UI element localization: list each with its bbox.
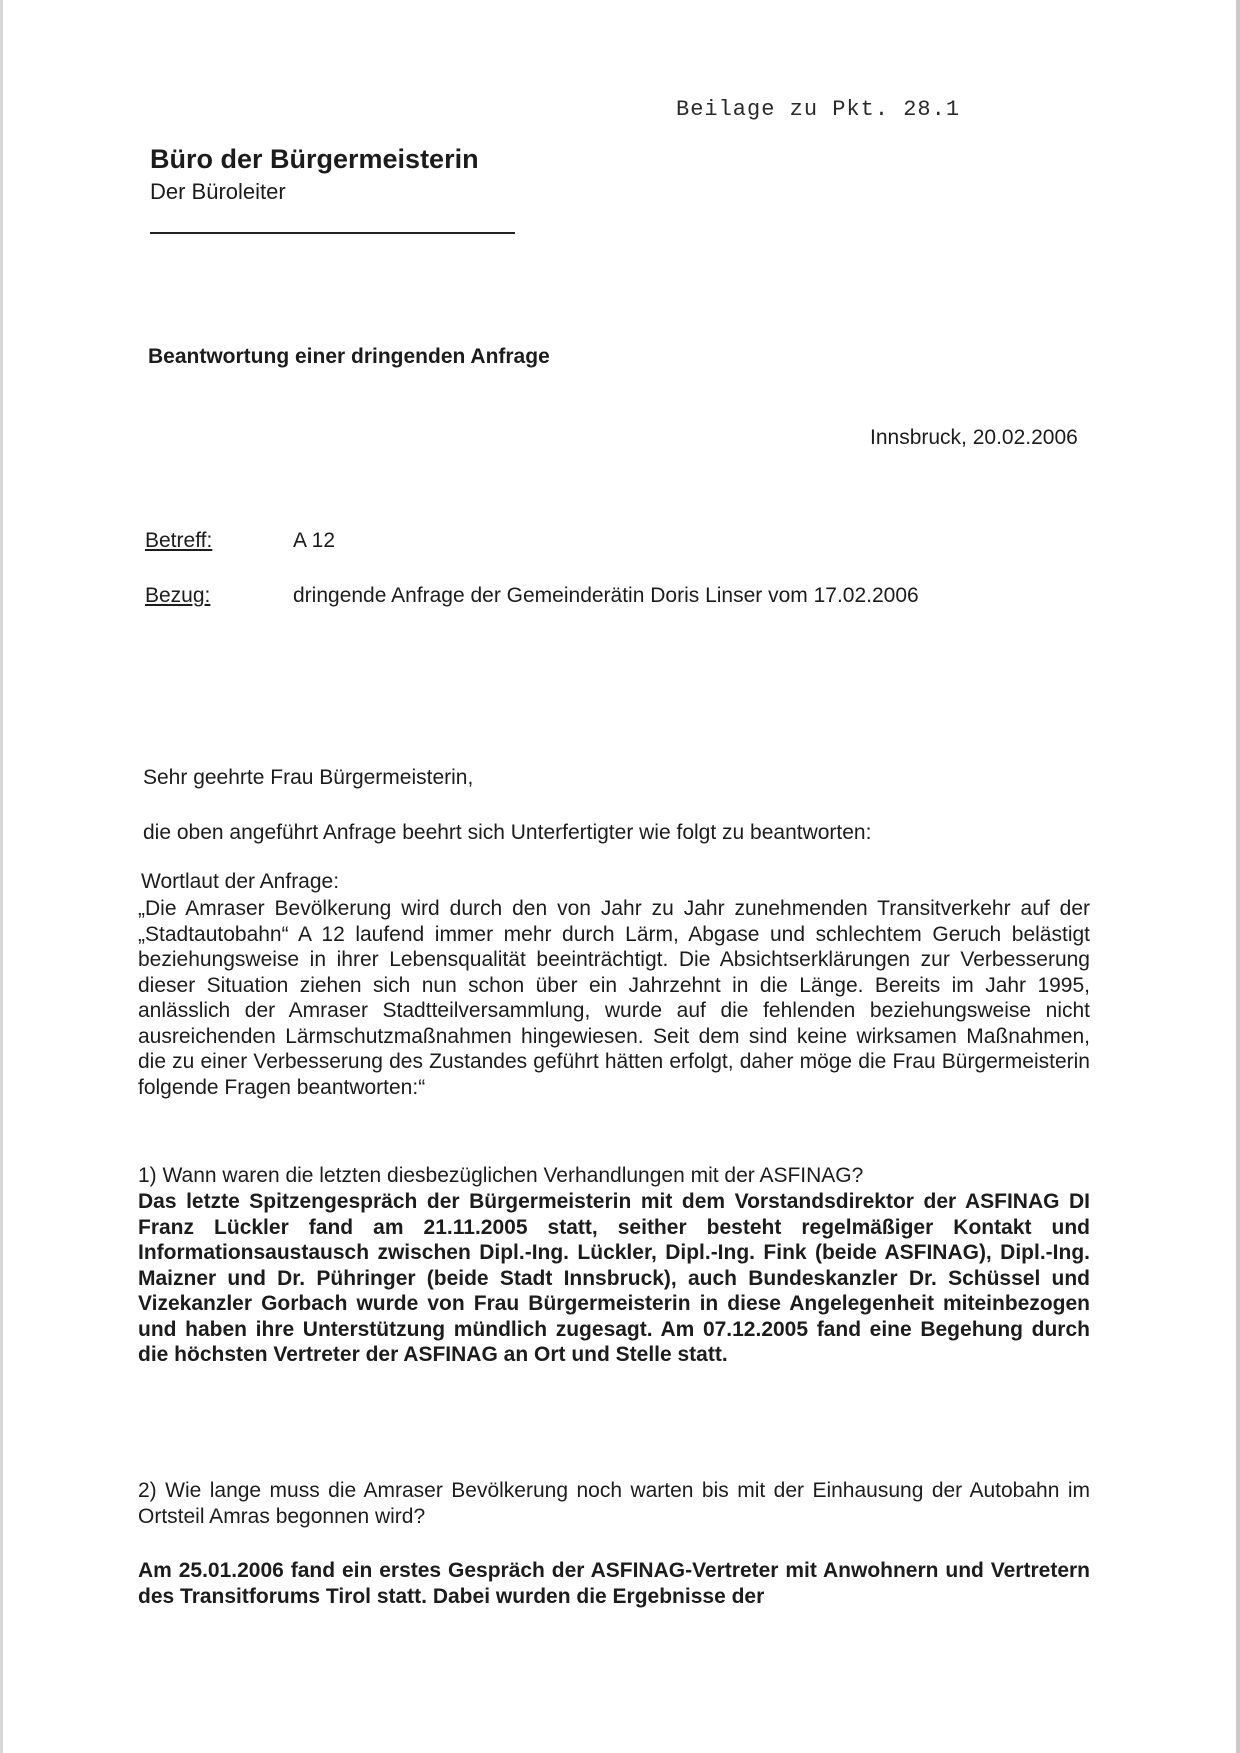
question-1: 1) Wann waren die letzten diesbezüglichen Verhandlungen mit der ASFINAG? — [138, 1164, 864, 1187]
answer-1: Das letzte Spitzengespräch der Bürgermeisterin mit dem Vorstandsdirektor der ASFINAG DI Franz Lückler fand am 21.11.2005 statt, seither besteht regelmäßiger Kontakt und Informationsaustausch zwischen Dipl.-Ing. Lückler, Dipl.-Ing. Fink (beide ASFINAG), Dipl.-Ing. Maizner und Dr. Pühringer (beide Stadt Innsbruck), auch Bundeskanzler Dr. Schüssel und Vizekanzler Gorbach wurde von Frau Bürgermeisterin in diese Angelegenheit miteinbezogen und haben ihre Unterstützung mündlich zugesagt. Am 07.12.2005 fand eine Begehung durch die höchsten Vertreter der ASFINAG an Ort und Stelle statt. — [138, 1190, 1090, 1366]
quoted-inquiry: „Die Amraser Bevölkerung wird durch den von Jahr zu Jahr zunehmenden Transitverkehr auf der „Stadtautobahn“ A 12 laufend immer mehr durch Lärm, Abgase und schlechtem Geruch belästigt beziehungsweise in ihrer Lebensqualität beeinträchtigt. Die Absichtserklärungen zur Verbesserung dieser Situation ziehen sich nun schon über ein Jahrzehnt in die Länge. Bereits im Jahr 1995, anlässlich der Amraser Stadtteilversammlung, wurde auf die fehlenden beziehungsweise nicht ausreichenden Lärmschutzmaßnahmen hingewiesen. Seit dem sind keine wirksamen Maßnahmen, die zu einer Verbesserung des Zustandes geführt hätten erfolgt, daher möge die Frau Bürgermeisterin folgende Fragen beantworten:“ — [138, 897, 1090, 1099]
bezug-value: dringende Anfrage der Gemeinderätin Doris Linser vom 17.02.2006 — [293, 584, 919, 607]
answer-2: Am 25.01.2006 fand ein erstes Gespräch der ASFINAG-Vertreter mit Anwohnern und Vertretern des Transitforums Tirol statt. Dabei wurden die Ergebnisse der — [138, 1559, 1090, 1608]
subject-heading: Beantwortung einer dringenden Anfrage — [148, 345, 550, 368]
header-divider — [150, 232, 515, 234]
office-subtitle: Der Büroleiter — [150, 179, 286, 204]
question-2: 2) Wie lange muss die Amraser Bevölkerung noch warten bis mit der Einhausung der Autobahn im Ortsteil Amras begonnen wird? — [138, 1479, 1090, 1528]
place-date: Innsbruck, 20.02.2006 — [870, 426, 1078, 449]
office-title: Büro der Bürgermeisterin — [150, 144, 479, 174]
quote-label: Wortlaut der Anfrage: — [141, 870, 340, 893]
betreff-value: A 12 — [293, 529, 336, 552]
enclosure-note: Beilage zu Pkt. 28.1 — [676, 97, 961, 122]
salutation: Sehr geehrte Frau Bürgermeisterin, — [143, 766, 474, 789]
betreff-label: Betreff: — [145, 529, 213, 552]
scan-edge-right — [1236, 0, 1240, 1753]
intro-sentence: die oben angeführt Anfrage beehrt sich Unterfertigter wie folgt zu beantworten: — [143, 821, 872, 844]
scan-edge-left — [0, 0, 3, 1753]
bezug-label: Bezug: — [145, 584, 211, 607]
